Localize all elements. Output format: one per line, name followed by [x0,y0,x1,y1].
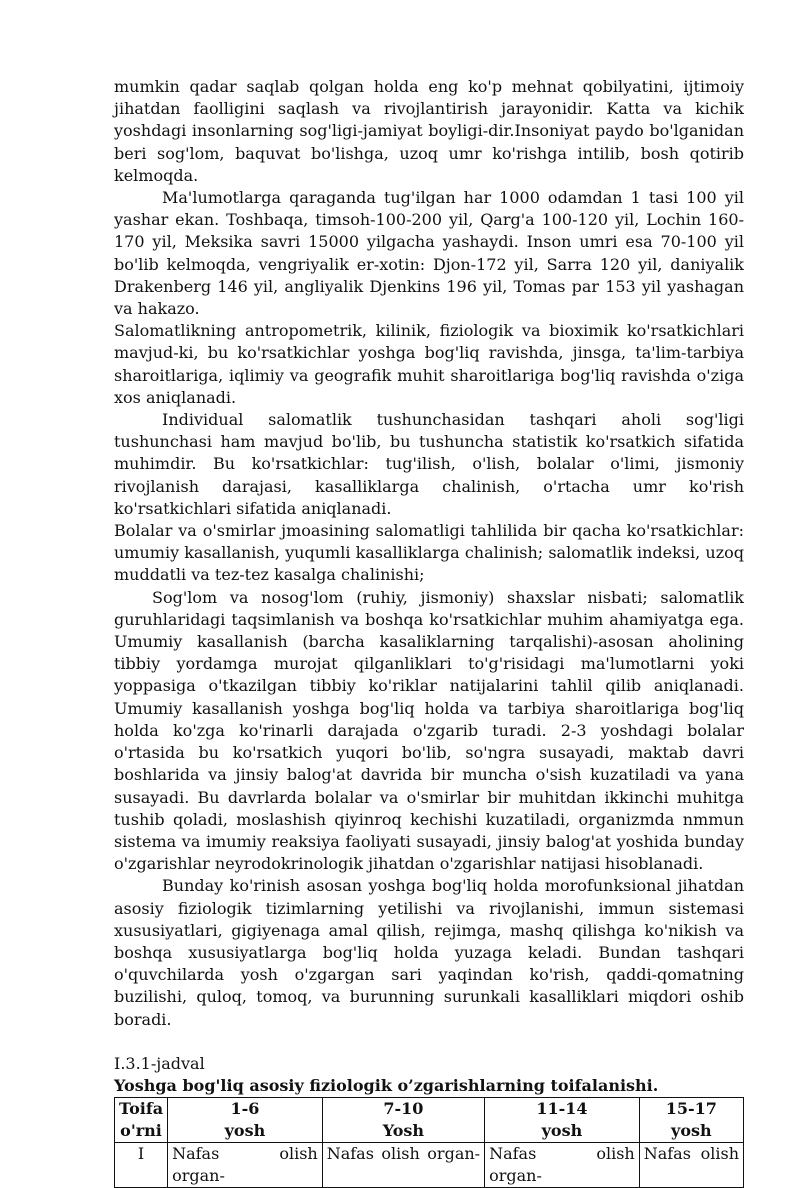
paragraph-5: Bolalar va o'smirlar jmoasining salomatligi tahlilida bir qacha ko'rsatkichlar: umumiy kasallanish, yuqumli kasalliklarga chalinish; salomatlik indeksi, uzoq muddatli va tez-tez kasalga chalinishi; [114,521,744,585]
header-age-15-17-line2: yosh [671,1121,712,1141]
header-category [115,1098,168,1143]
header-age-11-14-line1: 11-14 [536,1099,588,1119]
document-page [114,76,744,1188]
header-category-line1: Toifa [119,1099,164,1119]
paragraph-4: Individual salomatlik tushunchasidan tashqari aholi sog'ligi tushunchasi ham mavjud bo'lib, bu tushuncha statistik ko'rsatkich sifatida muhimdir. Bu ko'rsatkichlar: tug'ilish, o'lish, bolalar o'limi, jismoniy rivojlanish darajasi, kasalliklarga chalinish, o'rtacha umr ko'rish ko'rsatkichlari sifatida aniqlanadi. [114,410,744,518]
table-header-row [115,1098,744,1143]
age-changes-table [114,1097,744,1188]
paragraph-2: Ma'lumotlarga qaraganda tug'ilgan har 1000 odamdan 1 tasi 100 yil yashar ekan. Toshbaqa, timsoh-100-200 yil, Qarg'a 100-120 yil, Lochin 160-170 yil, Meksika savri 15000 yilgacha yashaydi. Inson umri esa 70-100 yil bo'lib kelmoqda, vengriyalik er-xotin: Djon-172 yil, Sarra 120 yil, daniyalik Drakenberg 146 yil, angliyalik Djenkins 196 yil, Tomas par 153 yil yashagan va hakazo. [114,188,744,319]
table-cell-age-11-14: Nafas olish organ- [485,1143,640,1188]
header-age-1-6-line1: 1-6 [230,1099,260,1119]
header-age-15-17-line1: 15-17 [665,1099,717,1119]
header-category-line2: o'rni [120,1121,162,1141]
header-age-11-14-line2: yosh [541,1121,583,1141]
header-age-1-6 [168,1098,323,1143]
paragraph-6: Sog'lom va nosog'lom (ruhiy, jismoniy) shaxslar nisbati; salomatlik guruhlaridagi taqsimlanish va boshqa ko'rsatkichlar muhim ahamiyatga ega. Umumiy kasallanish (barcha kasaliklarning tarqalishi)-asosan aholining tibbiy yordamga murojat qilganliklari to'g'risidagi ma'lumotlarni yoki yoppasiga o'tkazilgan tibbiy ko'riklar natijalarini tahlil qilib aniqlanadi. Umumiy kasallanish yoshga bog'liq holda va tarbiya sharoitlariga bog'liq holda ko'zga ko'rinarli darajada o'zgarib turadi. 2-3 yoshdagi bolalar o'rtasida bu ko'rsatkich yuqori bo'lib, so'ngra susayadi, maktab davri boshlarida va jinsiy balog'at davrida bir muncha o'sish kuzatiladi va yana susayadi. Bu davrlarda bolalar va o'smirlar bir muhitdan ikkinchi muhitga tushib qoladi, moslashish qiyinroq kechishi kuzatiladi, organizmda nmmun sistema va imumiy reaksiya faoliyati susayadi, jinsiy balog'at yoshida bunday o'zgarishlar neyrodokrinologik jihatdan o'zgarishlar natijasi hisoblanadi. [114,587,744,874]
table-cell-age-1-6: Nafas olish organ- [168,1143,323,1188]
paragraph-7: Bunday ko'rinish asosan yoshga bog'liq holda morofunksional jihatdan asosiy fiziologik tizimlarning yetilishi va rivojlanishi, immun sistemasi xususiyatlari, gigiyenaga amal qilish, rejimga, mashq qilishga ko'nikish va boshqa xususiyatlarga bog'liq holda yuzaga keladi. Bundan tashqari o'quvchilarda yosh o'zgargan sari yaqindan ko'rish, qaddi-qomatning buzilishi, quloq, tomoq, va burunning surunkali kasalliklari miqdori oshib boradi. [114,876,744,1029]
header-age-15-17 [639,1098,743,1143]
header-age-11-14 [485,1098,640,1143]
table-caption: I.3.1-jadval [114,1053,205,1073]
table-cell-age-15-17: Nafas olish [639,1143,743,1188]
header-age-1-6-line2: yosh [224,1121,266,1141]
table-title: Yoshga bog'liq asosiy fiziologik o’zgarishlarning toifalanishi. [114,1075,659,1095]
header-age-7-10-line1: 7-10 [383,1099,424,1119]
header-age-7-10-line2: Yosh [382,1121,425,1141]
paragraph-3: Salomatlikning antropometrik, kilinik, fiziologik va bioximik ko'rsatkichlari mavjud-ki, bu ko'rsatkichlar yoshga bog'liq ravishda, jinsga, ta'lim-tarbiya sharoitlariga, iqlimiy va geografik muhit sharoitlariga bog'liq ravishda o'ziga xos aniqlanadi. [114,321,744,407]
table-row [115,1143,744,1188]
header-age-7-10 [322,1098,484,1143]
paragraph-1: mumkin qadar saqlab qolgan holda eng ko'p mehnat qobilyatini, ijtimoiy jihatdan faolligini saqlash va rivojlantirish jarayonidir. Katta va kichik yoshdagi insonlarning sog'ligi-jamiyat boyligi-dir.Insoniyat paydo bo'lganidan beri sog'lom, baquvat bo'lishga, uzoq umr ko'rishga intilib, bosh qotirib kelmoqda. [114,77,744,185]
table-cell-category: I [115,1143,168,1188]
table-cell-age-7-10: Nafas olish organ- [322,1143,484,1188]
